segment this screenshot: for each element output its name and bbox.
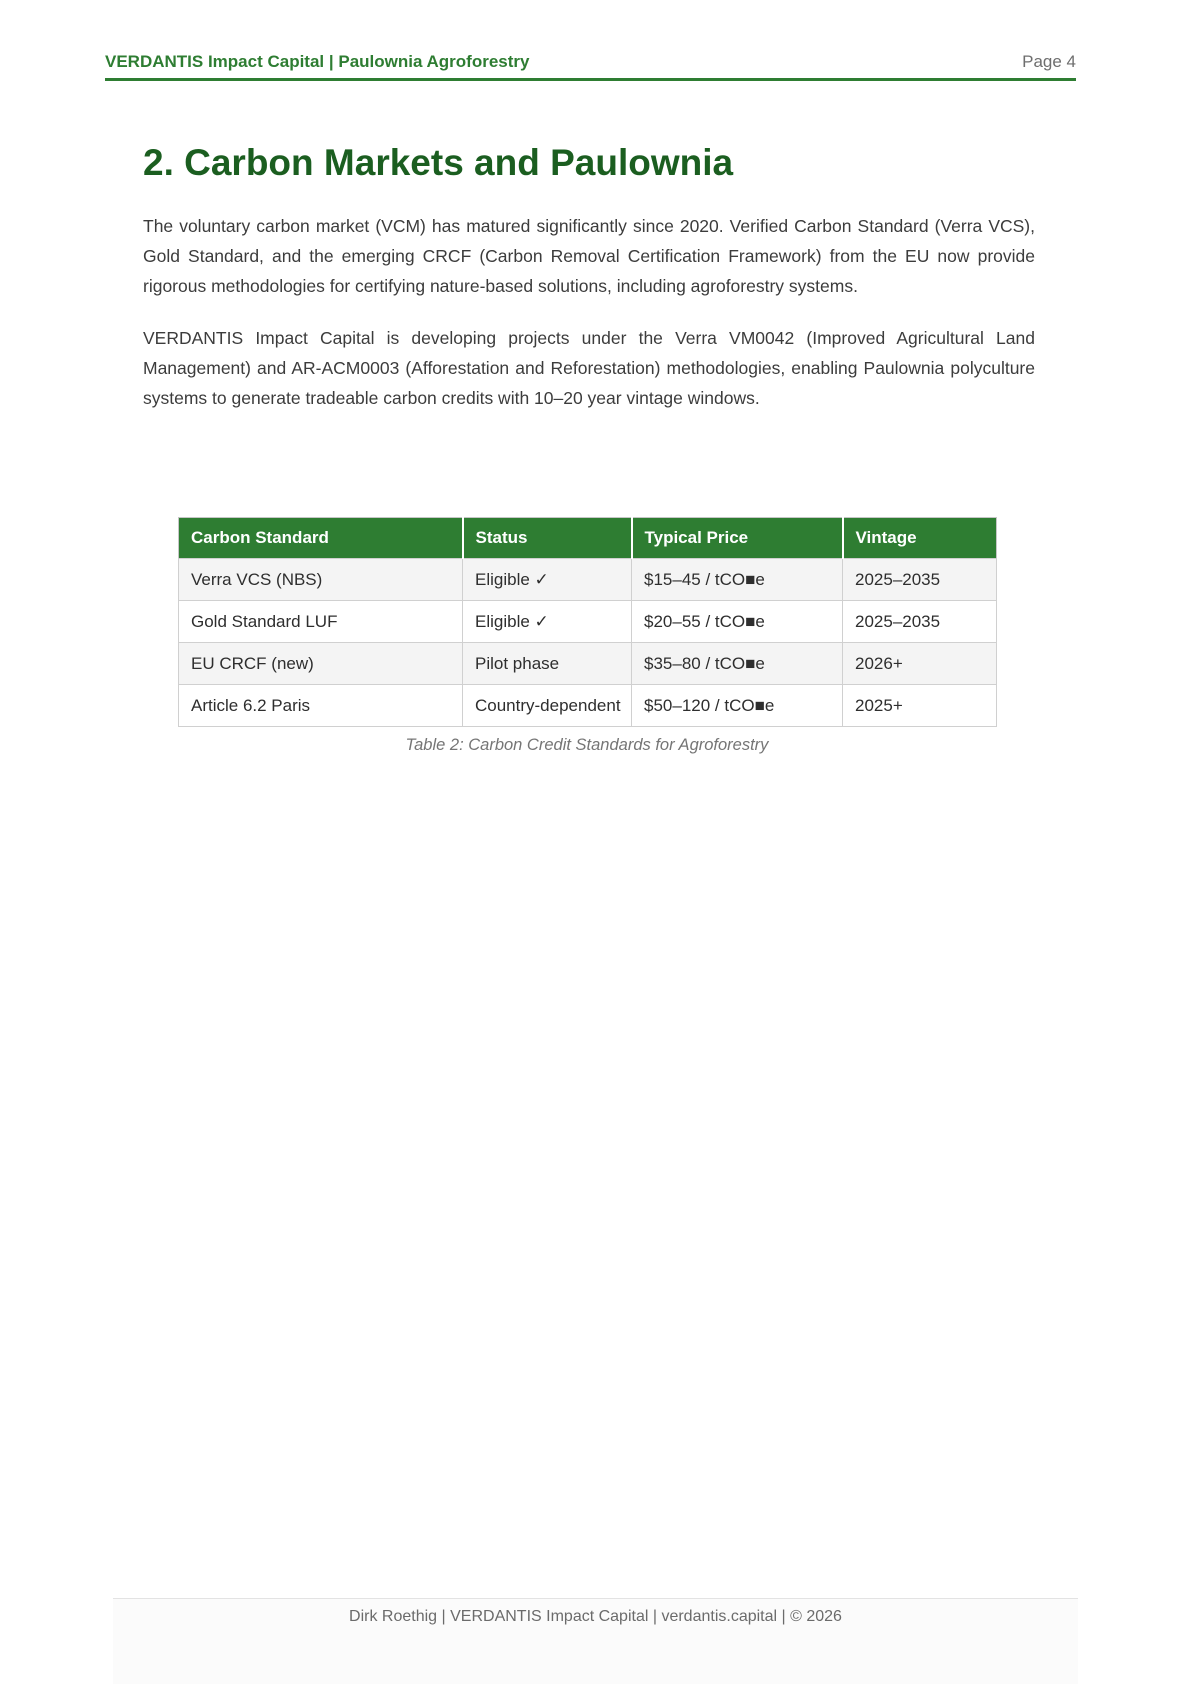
cell-standard: Verra VCS (NBS): [179, 559, 463, 601]
cell-vintage: 2025+: [843, 685, 997, 727]
cell-status: Pilot phase: [463, 643, 632, 685]
main-content: [143, 143, 1035, 435]
col-header-carbon-standard: Carbon Standard: [179, 518, 463, 559]
col-header-status: Status: [463, 518, 632, 559]
carbon-standards-table-block: [178, 517, 996, 755]
table-header-row: [179, 518, 997, 559]
table-row-verra-vcs: [179, 559, 997, 601]
cell-price: $20–55 / tCO■e: [632, 601, 843, 643]
paragraph-methodologies: VERDANTIS Impact Capital is developing projects under the Verra VM0042 (Improved Agricultural Land Management) and AR-ACM0003 (Afforestation and Reforestation) methodologies, enabling Paulownia polyculture systems to generate tradeable carbon credits with 10–20 year vintage windows.: [143, 327, 1035, 408]
table-row-article-6-2: [179, 685, 997, 727]
header-rule: [105, 78, 1076, 81]
cell-standard: Gold Standard LUF: [179, 601, 463, 643]
col-header-typical-price: Typical Price: [632, 518, 843, 559]
cell-vintage: 2025–2035: [843, 559, 997, 601]
header-page-number: Page 4: [1022, 52, 1076, 71]
cell-price: $35–80 / tCO■e: [632, 643, 843, 685]
cell-vintage: 2026+: [843, 643, 997, 685]
cell-price: $50–120 / tCO■e: [632, 685, 843, 727]
cell-price: $15–45 / tCO■e: [632, 559, 843, 601]
col-header-vintage: Vintage: [843, 518, 997, 559]
footer-text: Dirk Roethig | VERDANTIS Impact Capital | verdantis.capital | © 2026: [349, 1608, 842, 1625]
cell-standard: Article 6.2 Paris: [179, 685, 463, 727]
table-caption: Table 2: Carbon Credit Standards for Agroforestry: [405, 736, 769, 754]
paragraph-vcm: The voluntary carbon market (VCM) has matured significantly since 2020. Verified Carbon Standard (Verra VCS), Gold Standard, and the emerging CRCF (Carbon Removal Certification Framework) from the EU now provide rigorous methodologies for certifying nature-based solutions, including agroforestry systems.: [143, 215, 1035, 296]
cell-status: Country-dependent: [463, 685, 632, 727]
carbon-standards-table: [178, 517, 997, 727]
cell-standard: EU CRCF (new): [179, 643, 463, 685]
table-row-eu-crcf: [179, 643, 997, 685]
footer: [113, 1598, 1078, 1684]
section-title: 2. Carbon Markets and Paulownia: [143, 142, 734, 183]
table-row-gold-standard: [179, 601, 997, 643]
cell-status: Eligible ✓: [463, 559, 632, 601]
cell-vintage: 2025–2035: [843, 601, 997, 643]
header-brand: VERDANTIS Impact Capital | Paulownia Agroforestry: [105, 52, 530, 71]
cell-status: Eligible ✓: [463, 601, 632, 643]
